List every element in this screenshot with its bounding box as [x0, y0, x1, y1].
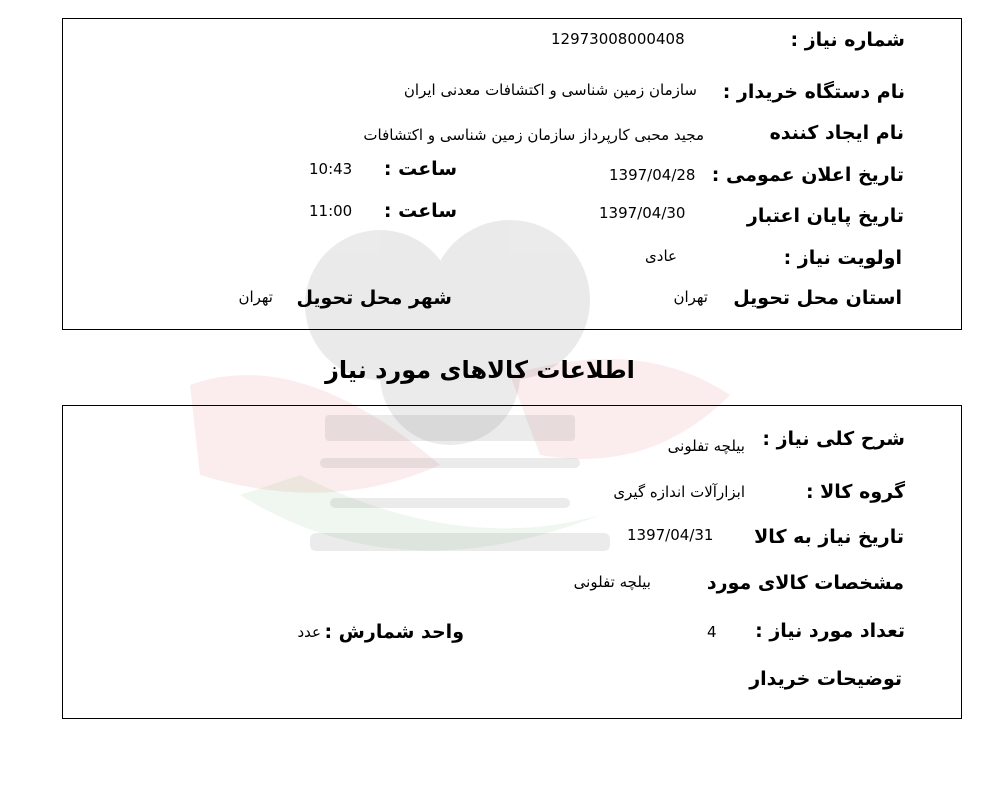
city-value: تهران — [238, 288, 273, 306]
announce-date-value: 1397/04/28 — [609, 166, 696, 184]
unit-label: واحد شمارش : — [324, 621, 464, 643]
priority-label: اولویت نیاز : — [783, 247, 902, 269]
need-date-label: تاریخ نیاز به کالا — [754, 526, 904, 548]
creator-label: نام ایجاد کننده — [769, 122, 904, 144]
buyer-notes-label: توضیحات خریدار — [749, 668, 902, 690]
quantity-value: 4 — [707, 623, 717, 641]
section-title: اطلاعات کالاهای مورد نیاز — [325, 356, 635, 384]
creator-value: مجید محبی کارپرداز سازمان زمین شناسی و اکتشافات — [363, 126, 704, 144]
expiry-date-label: تاریخ پایان اعتبار — [746, 205, 904, 227]
expiry-date-value: 1397/04/30 — [599, 204, 686, 222]
need-number-value: 12973008000408 — [551, 30, 685, 48]
specs-value: بیلچه تفلونی — [573, 573, 651, 591]
city-label: شهر محل تحویل — [296, 287, 452, 309]
need-date-value: 1397/04/31 — [627, 526, 714, 544]
buyer-org-value: سازمان زمین شناسی و اکتشافات معدنی ایران — [403, 81, 697, 99]
announce-date-label: تاریخ اعلان عمومی : — [711, 164, 904, 186]
unit-value: عدد — [297, 623, 321, 641]
announce-time-value: 10:43 — [309, 160, 353, 178]
description-value: بیلچه تفلونی — [667, 437, 745, 455]
description-label: شرح کلی نیاز : — [762, 428, 905, 450]
specs-label: مشخصات کالای مورد — [706, 572, 904, 594]
need-number-label: شماره نیاز : — [790, 29, 905, 51]
group-label: گروه کالا : — [805, 481, 905, 503]
province-label: استان محل تحویل — [733, 287, 902, 309]
expiry-time-value: 11:00 — [309, 202, 353, 220]
buyer-org-label: نام دستگاه خریدار : — [722, 81, 905, 103]
quantity-label: تعداد مورد نیاز : — [755, 620, 905, 642]
group-value: ابزارآلات اندازه گیری — [613, 483, 745, 501]
announce-time-label: ساعت : — [383, 158, 457, 180]
priority-value: عادی — [645, 247, 677, 265]
expiry-time-label: ساعت : — [383, 200, 457, 222]
province-value: تهران — [673, 288, 708, 306]
